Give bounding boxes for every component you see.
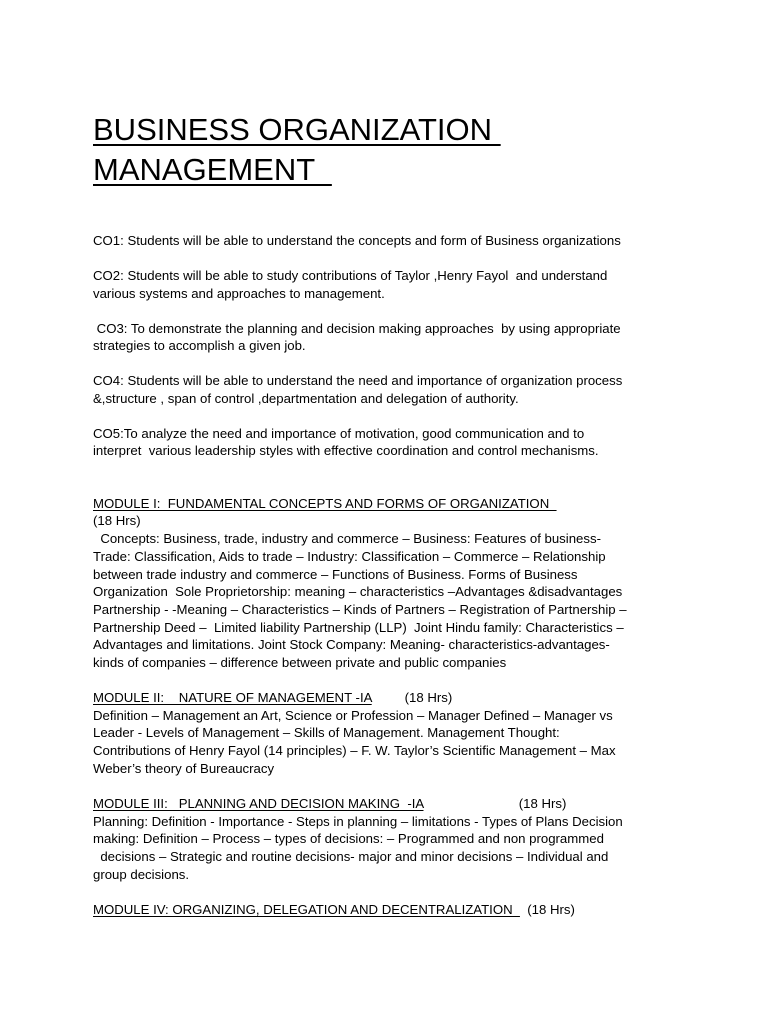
- module-line: Leader - Levels of Management – Skills of Management. Management Thought:: [93, 725, 560, 741]
- module-1-heading: [93, 495, 693, 513]
- co-line: various systems and approaches to management.: [93, 285, 385, 301]
- module-hours: (18 Hrs): [423, 795, 567, 811]
- co-line: strategies to accomplish a given job.: [93, 338, 306, 354]
- module-2-body: [93, 707, 693, 778]
- course-outcomes: [93, 232, 693, 460]
- module-hours: (18 Hrs): [93, 513, 141, 529]
- module-line: Planning: Definition - Importance - Steps in planning – limitations - Types of Plans Decision: [93, 813, 623, 829]
- module-title: MODULE II: NATURE OF MANAGEMENT -IA: [93, 690, 372, 706]
- course-outcome-3: [93, 320, 693, 355]
- co-line: &,structure , span of control ,departmentation and delegation of authority.: [93, 390, 519, 406]
- module-line: Trade: Classification, Aids to trade – Industry: Classification – Commerce – Relationship: [93, 548, 606, 564]
- module-line: Concepts: Business, trade, industry and commerce – Business: Features of business-: [93, 531, 601, 547]
- section-spacer: [93, 477, 693, 495]
- module-line: kinds of companies – difference between private and public companies: [93, 655, 507, 671]
- module-line: Partnership Deed – Limited liability Partnership (LLP) Joint Hindu family: Characteristics –: [93, 619, 624, 635]
- module-line: Partnership - -Meaning – Characteristics – Kinds of Partners – Registration of Partnership –: [93, 601, 627, 617]
- module-line: decisions – Strategic and routine decisions- major and minor decisions – Individual and: [93, 848, 609, 864]
- module-2-heading: [93, 689, 693, 707]
- module-line: Definition – Management an Art, Science or Profession – Manager Defined – Manager vs: [93, 707, 613, 723]
- title-line-2: MANAGEMENT: [93, 152, 332, 187]
- module-line: making: Definition – Process – types of decisions: – Programmed and non programmed: [93, 831, 604, 847]
- co-line: interpret various leadership styles with effective coordination and control mechanisms.: [93, 443, 599, 459]
- module-2: [93, 689, 693, 777]
- module-4-heading: [93, 901, 693, 919]
- course-outcome-4: [93, 372, 693, 407]
- module-line: between trade industry and commerce – Functions of Business. Forms of Business: [93, 566, 578, 582]
- document-page: [93, 110, 693, 918]
- module-1-body: [93, 512, 693, 671]
- module-hours: (18 Hrs): [371, 690, 453, 706]
- module-line: group decisions.: [93, 866, 190, 882]
- module-3-heading: [93, 795, 693, 813]
- module-3: [93, 795, 693, 883]
- module-line: Organization Sole Proprietorship: meaning – characteristics –Advantages &disadvantages: [93, 584, 623, 600]
- module-line: Contributions of Henry Fayol (14 principles) – F. W. Taylor’s Scientific Management – Max: [93, 743, 616, 759]
- module-line: Weber’s theory of Bureaucracy: [93, 760, 275, 776]
- co-line: CO2: Students will be able to study contributions of Taylor ,Henry Fayol and understand: [93, 267, 608, 283]
- co-line: CO5:To analyze the need and importance of motivation, good communication and to: [93, 425, 585, 441]
- module-hours: (18 Hrs): [519, 901, 575, 917]
- module-3-body: [93, 813, 693, 884]
- document-title: [93, 110, 693, 190]
- module-4: [93, 901, 693, 919]
- module-line: Advantages and limitations. Joint Stock Company: Meaning- characteristics-advantages-: [93, 637, 610, 653]
- title-line-1: BUSINESS ORGANIZATION: [93, 112, 501, 147]
- course-outcome-2: [93, 267, 693, 302]
- co-line: CO1: Students will be able to understand the concepts and form of Business organizations: [93, 233, 621, 248]
- course-outcome-1: [93, 232, 693, 250]
- module-title: MODULE IV: ORGANIZING, DELEGATION AND DECENTRALIZATION: [93, 901, 520, 917]
- course-outcome-5: [93, 425, 693, 460]
- module-title: MODULE III: PLANNING AND DECISION MAKING -IA: [93, 795, 424, 811]
- co-line: CO3: To demonstrate the planning and decision making approaches by using appropriate: [93, 320, 621, 336]
- module-1: [93, 495, 693, 672]
- co-line: CO4: Students will be able to understand the need and importance of organization process: [93, 373, 623, 389]
- module-title: MODULE I: FUNDAMENTAL CONCEPTS AND FORMS OF ORGANIZATION: [93, 495, 557, 511]
